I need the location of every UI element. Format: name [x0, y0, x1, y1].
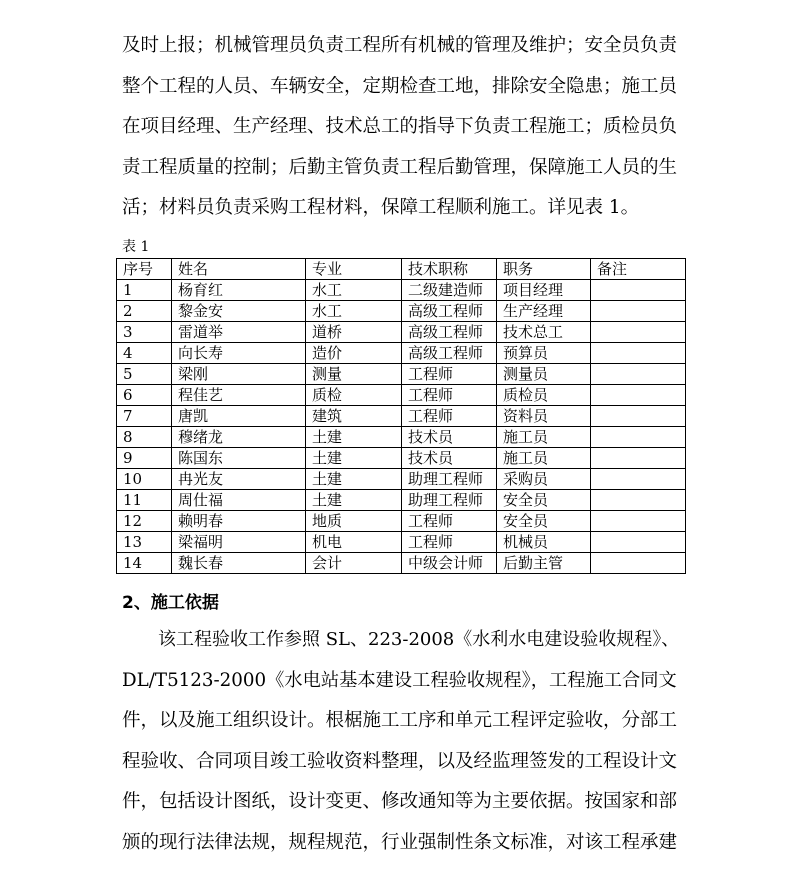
cell-major: 测量 — [306, 364, 402, 385]
cell-title: 高级工程师 — [402, 301, 497, 322]
staff-table — [116, 258, 686, 574]
cell-position: 安全员 — [497, 490, 591, 511]
cell-name: 魏长春 — [172, 553, 306, 574]
cell-index: 12 — [117, 511, 172, 532]
table-row — [117, 427, 686, 448]
cell-remarks — [591, 343, 686, 364]
cell-position: 施工员 — [497, 427, 591, 448]
cell-name: 程佳艺 — [172, 385, 306, 406]
cell-index: 5 — [117, 364, 172, 385]
cell-title: 工程师 — [402, 385, 497, 406]
table-header-row — [117, 259, 686, 280]
cell-major: 造价 — [306, 343, 402, 364]
cell-index: 4 — [117, 343, 172, 364]
cell-index: 13 — [117, 532, 172, 553]
basis-line: 程验收、合同项目竣工验收资料整理，以及经监理签发的工程设计文 — [122, 750, 678, 772]
cell-name: 梁刚 — [172, 364, 306, 385]
cell-remarks — [591, 301, 686, 322]
basis-line: 颁的现行法律法规，规程规范，行业强制性条文标准，对该工程承建 — [122, 831, 678, 853]
cell-remarks — [591, 280, 686, 301]
cell-name: 唐凯 — [172, 406, 306, 427]
cell-position: 施工员 — [497, 448, 591, 469]
cell-title: 中级会计师 — [402, 553, 497, 574]
table-row — [117, 343, 686, 364]
cell-major: 土建 — [306, 448, 402, 469]
cell-major: 水工 — [306, 301, 402, 322]
basis-line: 件，包括设计图纸，设计变更、修改通知等为主要依据。按国家和部 — [122, 791, 678, 813]
table-row — [117, 364, 686, 385]
cell-title: 高级工程师 — [402, 343, 497, 364]
cell-index: 1 — [117, 280, 172, 301]
basis-line: 该工程验收工作参照 SL、223-2008《水利水电建设验收规程》、 — [122, 629, 680, 650]
cell-title: 工程师 — [402, 511, 497, 532]
cell-position: 测量员 — [497, 364, 591, 385]
cell-major: 水工 — [306, 280, 402, 301]
cell-title: 工程师 — [402, 364, 497, 385]
cell-name: 梁福明 — [172, 532, 306, 553]
cell-index: 11 — [117, 490, 172, 511]
cell-remarks — [591, 553, 686, 574]
cell-position: 生产经理 — [497, 301, 591, 322]
cell-remarks — [591, 511, 686, 532]
cell-name: 陈国东 — [172, 448, 306, 469]
cell-major: 机电 — [306, 532, 402, 553]
cell-major: 土建 — [306, 490, 402, 511]
basis-paragraph — [122, 620, 682, 864]
cell-position: 后勤主管 — [497, 553, 591, 574]
cell-index: 3 — [117, 322, 172, 343]
table-row — [117, 385, 686, 406]
table-body — [117, 280, 686, 574]
table-row — [117, 301, 686, 322]
table-row — [117, 511, 686, 532]
cell-name: 周仕福 — [172, 490, 306, 511]
cell-position: 安全员 — [497, 511, 591, 532]
table-row — [117, 280, 686, 301]
basis-line: 件，以及施工组织设计。根椐施工工序和单元工程评定验收，分部工 — [122, 710, 678, 732]
cell-title: 高级工程师 — [402, 322, 497, 343]
cell-index: 2 — [117, 301, 172, 322]
cell-index: 7 — [117, 406, 172, 427]
cell-index: 9 — [117, 448, 172, 469]
intro-line: 及时上报；机械管理员负责工程所有机械的管理及维护；安全员负责 — [122, 35, 678, 56]
table-row — [117, 469, 686, 490]
cell-position: 质检员 — [497, 385, 591, 406]
cell-major: 土建 — [306, 427, 402, 448]
cell-index: 14 — [117, 553, 172, 574]
cell-name: 杨育红 — [172, 280, 306, 301]
intro-line: 在项目经理、生产经理、技术总工的指导下负责工程施工；质检员负 — [122, 116, 678, 138]
cell-title: 工程师 — [402, 532, 497, 553]
header-cell-position: 职务 — [497, 259, 591, 280]
intro-paragraph — [122, 26, 682, 229]
cell-title: 工程师 — [402, 406, 497, 427]
header-cell-index: 序号 — [117, 259, 172, 280]
cell-remarks — [591, 427, 686, 448]
table-row — [117, 553, 686, 574]
cell-position: 项目经理 — [497, 280, 591, 301]
intro-line: 活；材料员负责采购工程材料，保障工程顺利施工。详见表 1。 — [122, 197, 640, 219]
cell-position: 预算员 — [497, 343, 591, 364]
cell-title: 助理工程师 — [402, 490, 497, 511]
cell-title: 技术员 — [402, 427, 497, 448]
cell-remarks — [591, 406, 686, 427]
cell-remarks — [591, 490, 686, 511]
cell-title: 助理工程师 — [402, 469, 497, 490]
cell-name: 黎金安 — [172, 301, 306, 322]
header-cell-major: 专业 — [306, 259, 402, 280]
cell-index: 10 — [117, 469, 172, 490]
cell-position: 采购员 — [497, 469, 591, 490]
cell-name: 冉光友 — [172, 469, 306, 490]
cell-remarks — [591, 469, 686, 490]
cell-name: 雷道举 — [172, 322, 306, 343]
header-cell-name: 姓名 — [172, 259, 306, 280]
cell-remarks — [591, 385, 686, 406]
table-row — [117, 406, 686, 427]
intro-line: 责工程质量的控制；后勤主管负责工程后勤管理，保障施工人员的生 — [122, 156, 678, 178]
cell-major: 土建 — [306, 469, 402, 490]
table-row — [117, 490, 686, 511]
cell-major: 道桥 — [306, 322, 402, 343]
header-cell-title: 技术职称 — [402, 259, 497, 280]
table-row — [117, 532, 686, 553]
cell-name: 向长寿 — [172, 343, 306, 364]
section-heading: 2、施工依据 — [122, 593, 219, 613]
cell-index: 8 — [117, 427, 172, 448]
cell-remarks — [591, 364, 686, 385]
intro-line: 整个工程的人员、车辆安全，定期检查工地，排除安全隐患；施工员 — [122, 75, 678, 97]
cell-name: 穆绪龙 — [172, 427, 306, 448]
basis-line: DL/T5123-2000《水电站基本建设工程验收规程》，工程施工合同文 — [122, 669, 677, 691]
cell-position: 技术总工 — [497, 322, 591, 343]
cell-major: 地质 — [306, 511, 402, 532]
cell-remarks — [591, 322, 686, 343]
cell-name: 赖明春 — [172, 511, 306, 532]
cell-title: 技术员 — [402, 448, 497, 469]
cell-remarks — [591, 532, 686, 553]
table-row — [117, 448, 686, 469]
cell-position: 资料员 — [497, 406, 591, 427]
cell-remarks — [591, 448, 686, 469]
table-row — [117, 322, 686, 343]
cell-major: 建筑 — [306, 406, 402, 427]
cell-index: 6 — [117, 385, 172, 406]
cell-position: 机械员 — [497, 532, 591, 553]
cell-major: 质检 — [306, 385, 402, 406]
table-caption: 表 1 — [122, 239, 150, 255]
cell-title: 二级建造师 — [402, 280, 497, 301]
header-cell-remarks: 备注 — [591, 259, 686, 280]
cell-major: 会计 — [306, 553, 402, 574]
